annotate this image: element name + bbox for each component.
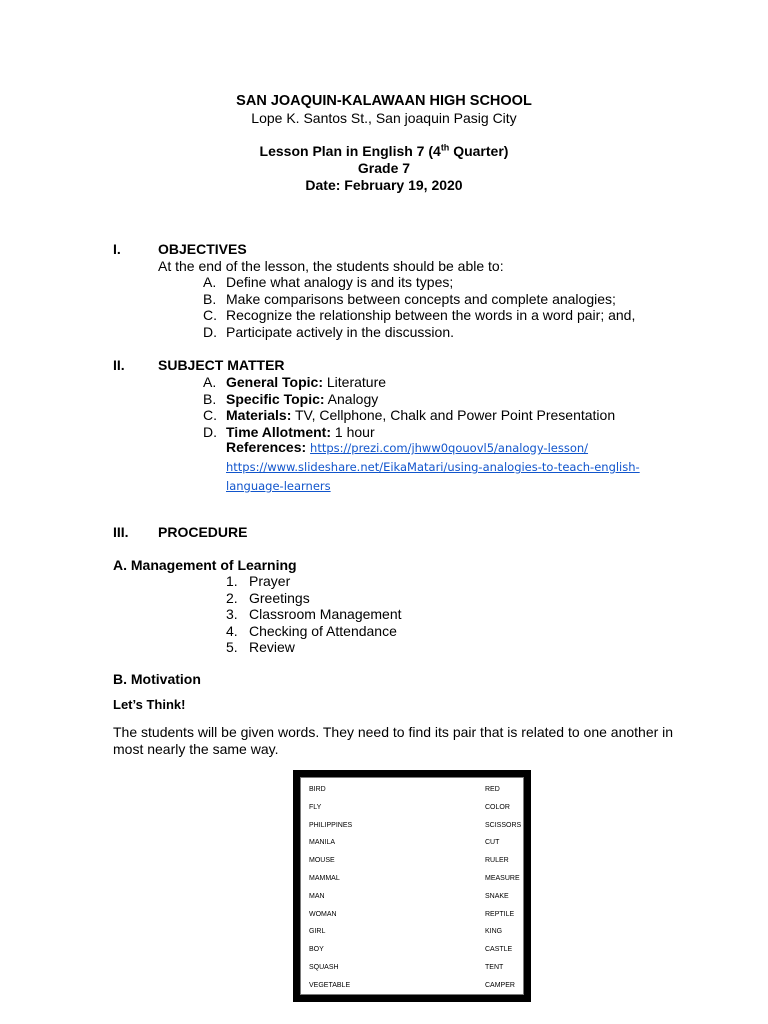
school-name: SAN JOAQUIN-KALAWAAN HIGH SCHOOL: [236, 93, 532, 109]
management-list: [226, 573, 402, 656]
word-left: MAMMAL: [309, 875, 340, 882]
list-item: A. General Topic: Literature: [203, 374, 387, 390]
list-item: B. Make comparisons between concepts and complete analogies;: [203, 290, 616, 307]
table-row: [301, 962, 523, 974]
table-row: [301, 784, 523, 796]
section-number: I.: [113, 241, 121, 257]
word-pair-table-inner: [300, 777, 524, 995]
section-number: III.: [113, 524, 129, 540]
word-right: RED: [485, 786, 500, 793]
subject-matter-list: [203, 374, 615, 440]
word-left: FLY: [309, 803, 322, 811]
list-item: D. Participate actively in the discussion.: [203, 323, 454, 340]
table-row: [301, 891, 523, 903]
list-item: D. Time Allotment: 1 hour: [203, 423, 375, 440]
section-title: OBJECTIVES: [158, 241, 247, 257]
management-heading: A. Management of Learning: [113, 557, 297, 573]
section-number: II.: [113, 357, 125, 373]
reference-link-prezi[interactable]: https://prezi.com/jhww0qouovl5/analogy-lesson/: [310, 441, 589, 455]
table-row: [301, 820, 523, 832]
table-row: [301, 873, 523, 885]
list-item: C. Materials: TV, Cellphone, Chalk and Power Point Presentation: [203, 407, 616, 423]
word-left: MAN: [309, 892, 325, 900]
list-item: 2. Greetings: [226, 589, 310, 606]
word-right: CAMPER: [485, 981, 515, 989]
objectives-list: [203, 274, 635, 340]
reference-link-slideshare[interactable]: https://www.slideshare.net/EikaMatari/using-analogies-to-teach-english-: [226, 460, 640, 474]
word-left: MANILA: [309, 839, 336, 847]
lets-think-heading: Let’s Think!: [113, 697, 186, 712]
word-right: SCISSORS: [485, 821, 522, 829]
word-left: MOUSE: [309, 857, 335, 865]
word-left: WOMAN: [309, 910, 337, 918]
section-title: SUBJECT MATTER: [158, 357, 285, 373]
reference-link-slideshare-cont[interactable]: language-learners: [226, 479, 331, 493]
table-row: [301, 980, 523, 992]
grade-label: Grade 7: [357, 160, 411, 176]
table-row: [301, 909, 523, 921]
word-right: TENT: [485, 964, 504, 971]
word-left: SQUASH: [309, 964, 339, 971]
word-left: BIRD: [309, 786, 326, 793]
word-right: RULER: [485, 857, 509, 865]
word-pair-table: [293, 770, 531, 1002]
section-title: PROCEDURE: [158, 524, 248, 540]
school-address: Lope K. Santos St., San joaquin Pasig City: [251, 110, 517, 126]
references-block: [226, 438, 726, 495]
motivation-heading: B. Motivation: [113, 671, 201, 687]
motivation-instructions: The students will be given words. They need to find its pair that is related to one another in most nearly the same way.: [113, 724, 674, 757]
list-item: 4. Checking of Attendance: [226, 622, 397, 639]
table-row: [301, 802, 523, 814]
objectives-intro: At the end of the lesson, the students should be able to:: [158, 258, 504, 274]
word-right: CASTLE: [485, 946, 513, 954]
word-right: KING: [485, 928, 503, 936]
list-item: C. Recognize the relationship between the words in a word pair; and,: [203, 307, 636, 323]
table-row: [301, 855, 523, 867]
table-row: [301, 837, 523, 849]
lesson-plan-title: Lesson Plan in English 7 (4th Quarter): [259, 142, 509, 159]
word-right: MEASURE: [485, 875, 520, 882]
list-item: 3. Classroom Management: [226, 606, 402, 622]
table-row: [301, 926, 523, 938]
list-item: A. Define what analogy is and its types;: [203, 274, 454, 290]
word-right: CUT: [485, 839, 500, 847]
word-left: PHILIPPINES: [309, 821, 353, 829]
list-item: B. Specific Topic: Analogy: [203, 390, 379, 407]
list-item: 1. Prayer: [226, 573, 291, 589]
word-right: SNAKE: [485, 892, 509, 900]
references-label: References:: [226, 439, 307, 455]
word-left: BOY: [309, 946, 324, 954]
word-right: REPTILE: [485, 910, 515, 918]
lesson-date: Date: February 19, 2020: [305, 177, 463, 193]
word-right: COLOR: [485, 803, 510, 811]
word-left: GIRL: [309, 928, 326, 936]
word-left: VEGETABLE: [309, 981, 351, 989]
list-item: 5. Review: [226, 639, 295, 655]
table-row: [301, 944, 523, 956]
document-header: [0, 93, 768, 194]
